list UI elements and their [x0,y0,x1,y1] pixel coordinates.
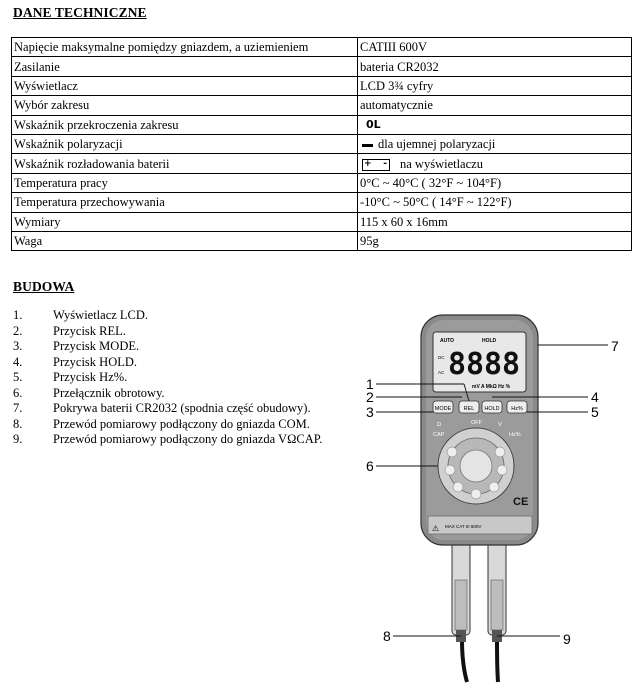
section-title-specs: DANE TECHNICZNE [13,5,147,20]
spec-label: Temperatura przechowywania [12,193,358,212]
mode-button[interactable] [433,401,453,413]
lead-cable-com [462,640,467,682]
list-item: 8. Przewód pomiarowy podłączony do gniazda COM. [13,416,310,431]
probe-v [488,540,506,642]
lcd-auto-label: AUTO [440,338,455,344]
callout-7: 7 [611,338,619,354]
spec-value: LCD 3¾ cyfry [358,76,632,95]
lcd-digits: 8888 [448,347,520,382]
lead-cable-v [497,640,498,682]
table-row [12,154,632,173]
list-item: 6. Przełącznik obrotowy. [13,385,165,400]
hold-button[interactable] [482,401,502,413]
dial-cap-label: CAP [433,432,445,438]
table-row [12,193,632,212]
spec-value: bateria CR2032 [358,57,632,76]
list-item: 9. Przewód pomiarowy podłączony do gniazda VΩCAP. [13,432,323,446]
warning-icon: ⚠ [432,524,440,533]
ce-mark: CE [513,496,529,508]
spec-value: 0°C ~ 40°C ( 32°F ~ 104°F) [358,173,632,192]
specs-table [11,37,632,251]
battery-icon: + - [362,159,390,171]
multimeter-diagram [360,305,630,683]
rating-label: MAX CAT III 600V [445,524,482,529]
rel-button[interactable] [459,401,479,413]
callout-8: 8 [383,628,391,644]
svg-text:HOLD: HOLD [484,406,500,412]
hz-button[interactable] [507,401,527,413]
table-row [12,212,632,231]
callout-5: 5 [591,404,599,420]
minus-sign-icon [362,144,373,147]
spec-label: Napięcie maksymalne pomiędzy gniazdem, a uziemieniem [12,38,358,57]
lcd-units: mV A MkΩ Hz % [472,384,511,390]
table-row [12,173,632,192]
spec-value: CATIII 600V [358,38,632,57]
battery-text: na wyświetlaczu [400,156,483,171]
svg-text:Hz%: Hz% [511,406,523,412]
dial-v-label: V [498,422,502,428]
dial-hz-label: Hz% [509,432,521,438]
rotary-switch[interactable] [438,428,514,504]
callout-9: 9 [563,631,571,647]
table-row [12,134,632,153]
spec-label: Wskaźnik rozładowania baterii [12,154,358,173]
svg-text:REL: REL [463,406,475,412]
list-item: 7. Pokrywa baterii CR2032 (spodnia część obudowy). [13,401,311,415]
table-row [12,38,632,57]
table-row [12,96,632,115]
spec-label: Wskaźnik polaryzacji [12,134,358,153]
spec-label: Wyświetlacz [12,76,358,95]
dial-ohm-label: Ω [437,422,442,428]
spec-label: Wskaźnik przekroczenia zakresu [12,115,358,134]
spec-value [358,134,632,153]
list-item: 3. Przycisk MODE. [13,339,140,353]
spec-value: 95g [358,231,632,250]
table-row [12,57,632,76]
spec-value [358,115,632,134]
spec-value: -10°C ~ 50°C ( 14°F ~ 122°F) [358,193,632,212]
spec-label: Zasilanie [12,57,358,76]
callout-3: 3 [366,404,374,420]
list-item: 4. Przycisk HOLD. [13,354,138,369]
callout-6: 6 [366,458,374,474]
svg-text:MODE: MODE [434,406,452,412]
table-row [12,115,632,134]
callout-4: 4 [591,389,599,405]
overload-indicator: 0L [366,118,381,132]
table-row [12,76,632,95]
spec-value [358,154,632,173]
callout-1: 1 [366,376,374,392]
probe-com [452,540,470,642]
lcd-ac-label: AC [438,370,445,375]
polarity-text: dla ujemnej polaryzacji [378,137,496,152]
spec-value: automatycznie [358,96,632,115]
spec-label: Waga [12,231,358,250]
dial-off-label: OFF [471,420,482,426]
list-item: 5. Przycisk Hz%. [13,370,128,384]
spec-label: Wybór zakresu [12,96,358,115]
spec-value: 115 x 60 x 16mm [358,212,632,231]
table-row [12,231,632,250]
list-item: 2. Przycisk REL. [13,323,126,338]
section-title-construction: BUDOWA [13,279,75,294]
lcd-hold-label: HOLD [482,338,497,344]
spec-label: Temperatura pracy [12,173,358,192]
spec-label: Wymiary [12,212,358,231]
parts-list [13,308,322,448]
callout-2: 2 [366,389,374,405]
lcd-dc-label: DC [438,355,445,360]
list-item: 1. Wyświetlacz LCD. [13,308,149,322]
